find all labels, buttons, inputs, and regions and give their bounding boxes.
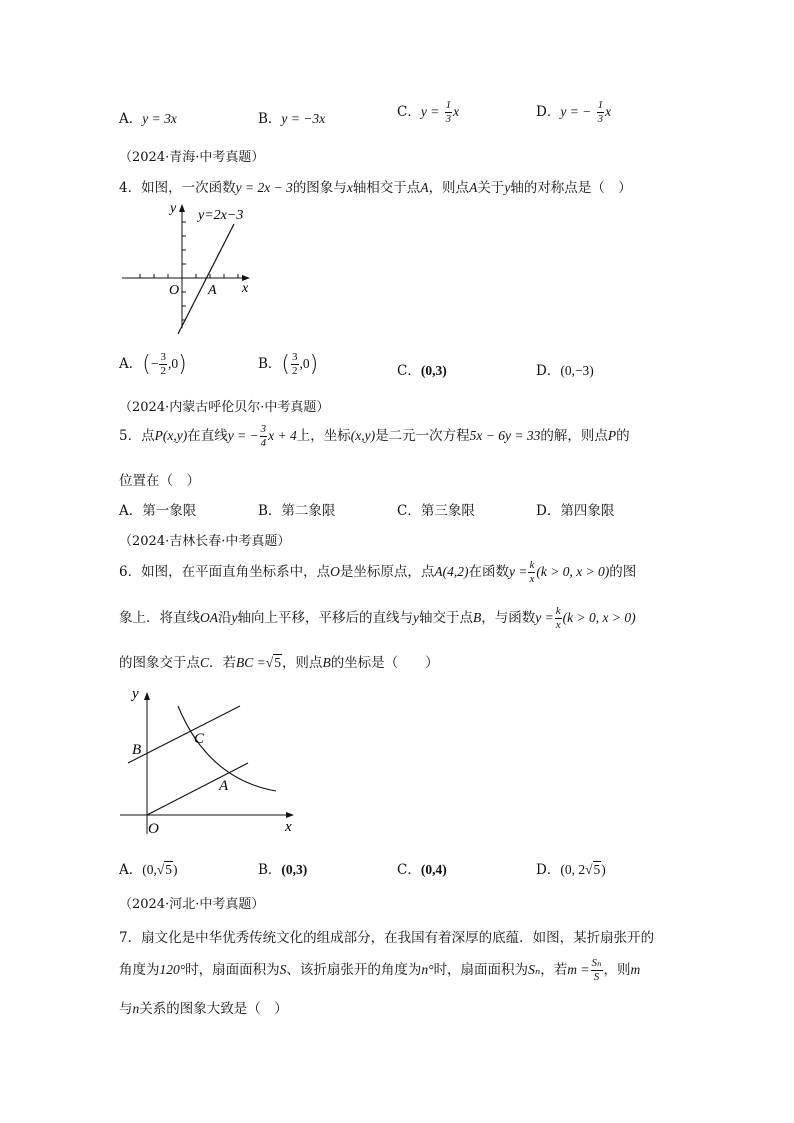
q6-figure [118, 684, 308, 840]
origin-label: O [169, 283, 180, 298]
q6-stem-line1: 6．如图，在平面直角坐标系中，点O是坐标原点，点A(4,2)在函数y = $\frac{k}{x}$ (k > 0, x > 0)的图 [119, 559, 637, 585]
fraction: $\frac{\text{Sₙ}}{S}$ [591, 957, 602, 983]
fraction: $\frac{3}{2}$ [292, 351, 298, 377]
q6-option-d[interactable]: D．(0, 2√5) [536, 862, 606, 878]
x-axis-arrow [286, 812, 294, 818]
q5-stem-line1: 5．点P(x,y)在直线y = − $\frac{3}{4}$ x + 4上，坐标(x,y)是二元一次方程5x − 6y = 33的解，则点P的 [119, 423, 630, 449]
fraction: $\frac{3}{4}$ [260, 423, 267, 449]
q6-stem-line3: 的图象交于点C．若BC =√5，则点B的坐标是（ ） [119, 655, 439, 671]
fraction: $\frac{1}{3}$ [597, 99, 604, 125]
x-axis-label: x [242, 281, 249, 296]
q7-stem-line3: 与n关系的图象大致是（ ） [119, 1001, 288, 1017]
graph-line [178, 224, 234, 334]
y-axis-label: y [170, 201, 177, 216]
q4-option-d[interactable]: D．(0,−3) [536, 363, 594, 379]
q5-option-b[interactable]: B．第二象限 [258, 503, 336, 519]
point-a-label: A [219, 778, 229, 794]
q4-figure [118, 196, 258, 340]
y-axis-arrow [179, 204, 185, 212]
point-c-label: C [194, 731, 205, 747]
fraction: $\frac{3}{2}$ [160, 351, 166, 377]
fraction: $\frac{k}{x}$ [555, 605, 561, 631]
q3-option-a[interactable]: A．y = 3x [119, 111, 177, 127]
q6-stem-line2: 象上．将直线OA沿y轴向上平移，平移后的直线与y轴交于点B，与函数y = $\frac{k}{x}$ (k > 0, x > 0) [119, 605, 636, 631]
fraction: $\frac{1}{3}$ [445, 99, 452, 125]
q6-option-c[interactable]: C．(0,4) [397, 862, 447, 878]
y-axis-label: y [132, 686, 139, 702]
q6-option-b[interactable]: B．(0,3) [258, 862, 308, 878]
q7-source: （2024·河北·中考真题） [119, 897, 265, 912]
q7-stem-line1: 7．扇文化是中华优秀传统文化的组成部分，在我国有着深厚的底蕴．如图，某折扇张开的 [119, 930, 655, 946]
q5-option-c[interactable]: C．第三象限 [397, 503, 475, 519]
q4-option-b[interactable]: B．( $\frac{3}{2}$ ,0) [258, 351, 319, 377]
line-oa [147, 763, 248, 815]
q3-option-c[interactable]: C．y = $\frac{1}{3}$ x [397, 99, 460, 125]
q4-source: （2024·青海·中考真题） [119, 150, 265, 165]
q5-option-a[interactable]: A．第一象限 [119, 503, 197, 519]
point-a-label: A [208, 283, 217, 298]
q4-option-a[interactable]: A．(− $\frac{3}{2}$ ,0) [119, 351, 187, 377]
line-bc [128, 706, 240, 763]
q6-option-a[interactable]: A．(0,√5) [119, 862, 178, 878]
point-b-label: B [132, 742, 142, 758]
q3-option-d[interactable]: D．y = − $\frac{1}{3}$ x [536, 99, 612, 125]
q5-stem-line2: 位置在（ ） [119, 473, 200, 489]
x-ticks [140, 274, 238, 278]
x-axis-label: x [285, 819, 292, 835]
q5-source: （2024·内蒙古呼伦贝尔·中考真题） [119, 400, 330, 415]
origin-label: O [148, 821, 159, 837]
y-axis-arrow [144, 692, 150, 700]
q6-source: （2024·吉林长春·中考真题） [119, 534, 291, 549]
q3-option-b[interactable]: B．y = −3x [258, 111, 326, 127]
fraction: $\frac{k}{x}$ [529, 559, 535, 585]
line-label: y=2x−3 [198, 208, 244, 223]
y-ticks [182, 222, 186, 320]
q4-stem: 4．如图，一次函数y = 2x − 3的图象与x轴相交于点A，则点A关于y轴的对称点是（ ） [119, 180, 632, 196]
q4-option-c[interactable]: C．(0,3) [397, 363, 447, 379]
q5-option-d[interactable]: D．第四象限 [536, 503, 615, 519]
q7-stem-line2: 角度为120°时，扇面面积为S、该折扇张开的角度为n°时，扇面面积为Sₙ，若m = $\frac{\text{Sₙ}}{S}$ ，则m [119, 957, 641, 983]
